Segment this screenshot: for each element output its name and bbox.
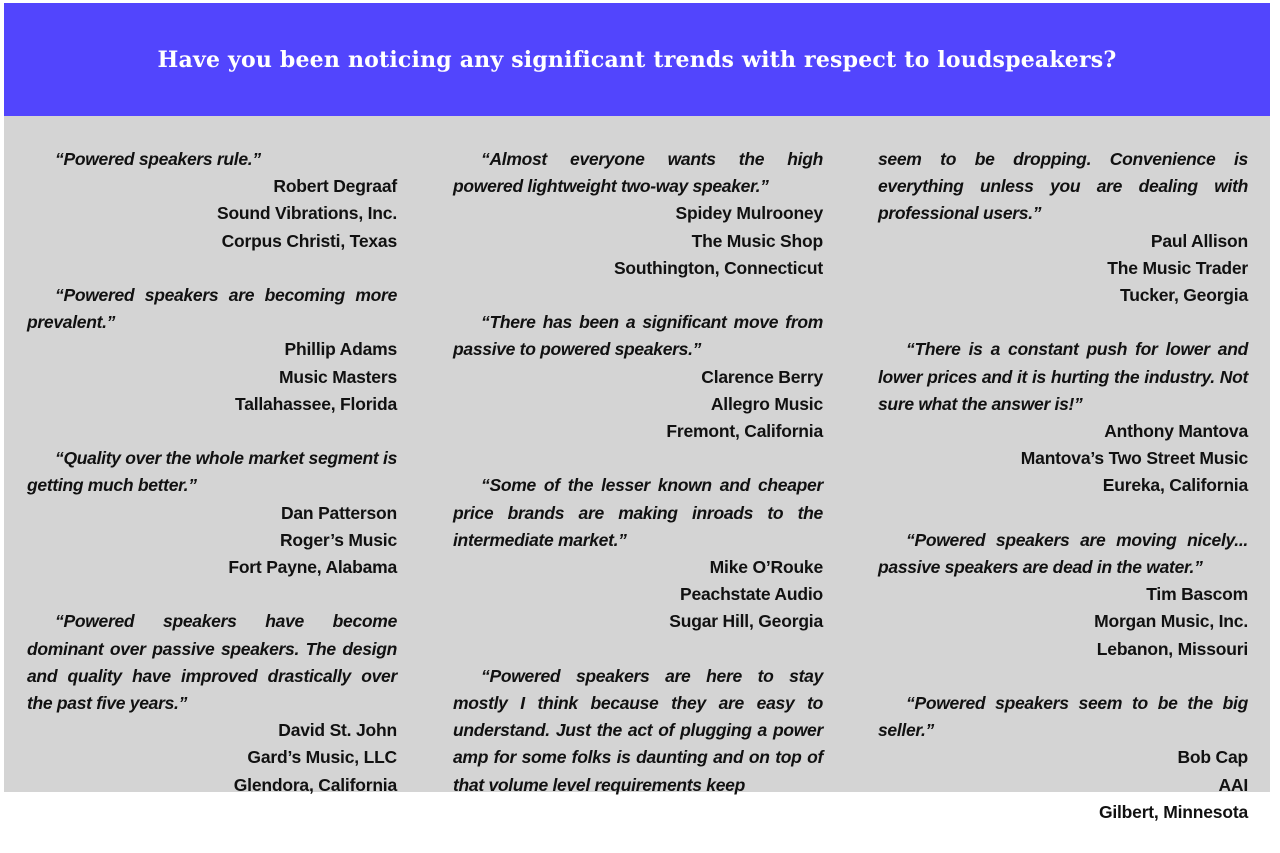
respondent-company: Mantova’s Two Street Music [1020,448,1248,469]
respondent-company: Gard’s Music, LLC [247,747,397,768]
respondent-location: Gilbert, Minnesota [1098,801,1248,822]
quote-text: “Powered speakers are here to stay mostly I think because they are easy to understand. Just the act of plugging a power amp for some folks is daunting and on top of that volume level requirements keep [453,665,823,795]
quote-entry [878,146,1248,309]
respondent-company: Peachstate Audio [680,584,823,605]
quote-entry [27,282,397,418]
quote-text: “Quality over the whole market segment is getting much better.” [27,448,397,496]
quote-entry [27,608,397,798]
quote-text: “Powered speakers seem to be the big seller.” [878,693,1248,741]
quote-text: “There has been a significant move from passive to powered speakers.” [453,312,823,360]
respondent-company: Sound Vibrations, Inc. [216,203,397,224]
quote-text: “Powered speakers are becoming more prevalent.” [27,285,397,333]
respondent-name: Phillip Adams [284,339,397,360]
respondent-location: Southington, Connecticut [613,257,823,278]
respondent-company: AAI [1218,774,1248,795]
column-2 [453,146,823,826]
quote-text-continued: seem to be dropping. Convenience is everything unless you are dealing with professional users.” [878,149,1248,224]
quote-text: “There is a constant push for lower and lower prices and it is hurting the industry. Not sure what the answer is!” [878,339,1248,414]
respondent-company: Allegro Music [710,393,823,414]
respondent-name: Dan Patterson [280,502,397,523]
quote-text: “Powered speakers are moving nicely... passive speakers are dead in the water.” [878,529,1248,578]
quote-entry [878,690,1248,826]
column-3 [878,146,1248,853]
quote-entry [453,309,823,445]
respondent-location: Eureka, California [1102,475,1248,496]
respondent-company: Roger’s Music [279,529,397,550]
respondent-location: Tucker, Georgia [1120,285,1248,306]
respondent-name: Bob Cap [1177,747,1248,768]
quote-entry [453,146,823,282]
respondent-name: Mike O’Rouke [709,557,823,578]
quote-entry [27,445,397,581]
quote-entry [27,146,397,255]
quote-entry [878,527,1248,663]
quote-entry [453,663,823,799]
quote-entry [453,472,823,635]
article-page [4,3,1270,822]
column-1 [27,146,397,826]
respondent-location: Lebanon, Missouri [1096,638,1248,659]
quote-text: “Some of the lesser known and cheaper price brands are making inroads to the intermediate market.” [453,475,823,550]
respondent-name: Anthony Mantova [1104,421,1248,442]
respondent-location: Sugar Hill, Georgia [669,611,823,632]
header-banner [4,3,1270,116]
respondent-name: Paul Allison [1150,230,1248,251]
respondent-location: Fort Payne, Alabama [228,557,397,578]
quote-entry [878,336,1248,499]
quote-text: “Powered speakers have become dominant over passive speakers. The design and quality have improved drastically over the past five years.” [27,611,397,714]
respondent-name: Robert Degraaf [273,176,397,197]
respondent-company: The Music Shop [691,230,823,251]
respondent-location: Corpus Christi, Texas [221,230,397,251]
page-title: Have you been noticing any significant trends with respect to loudspeakers? [157,46,1117,73]
respondent-name: David St. John [278,720,397,741]
respondent-location: Fremont, California [666,421,823,442]
respondent-company: Music Masters [278,366,397,387]
respondent-name: Clarence Berry [701,366,823,387]
quote-text: “Powered speakers rule.” [55,149,261,169]
respondent-name: Tim Bascom [1146,584,1248,605]
respondent-company: The Music Trader [1107,257,1248,278]
respondent-name: Spidey Mulrooney [675,203,823,224]
respondent-company: Morgan Music, Inc. [1094,611,1248,632]
respondent-location: Glendora, California [233,774,397,795]
respondent-location: Tallahassee, Florida [235,393,397,414]
quote-text: “Almost everyone wants the high powered lightweight two-way speaker.” [453,149,823,197]
